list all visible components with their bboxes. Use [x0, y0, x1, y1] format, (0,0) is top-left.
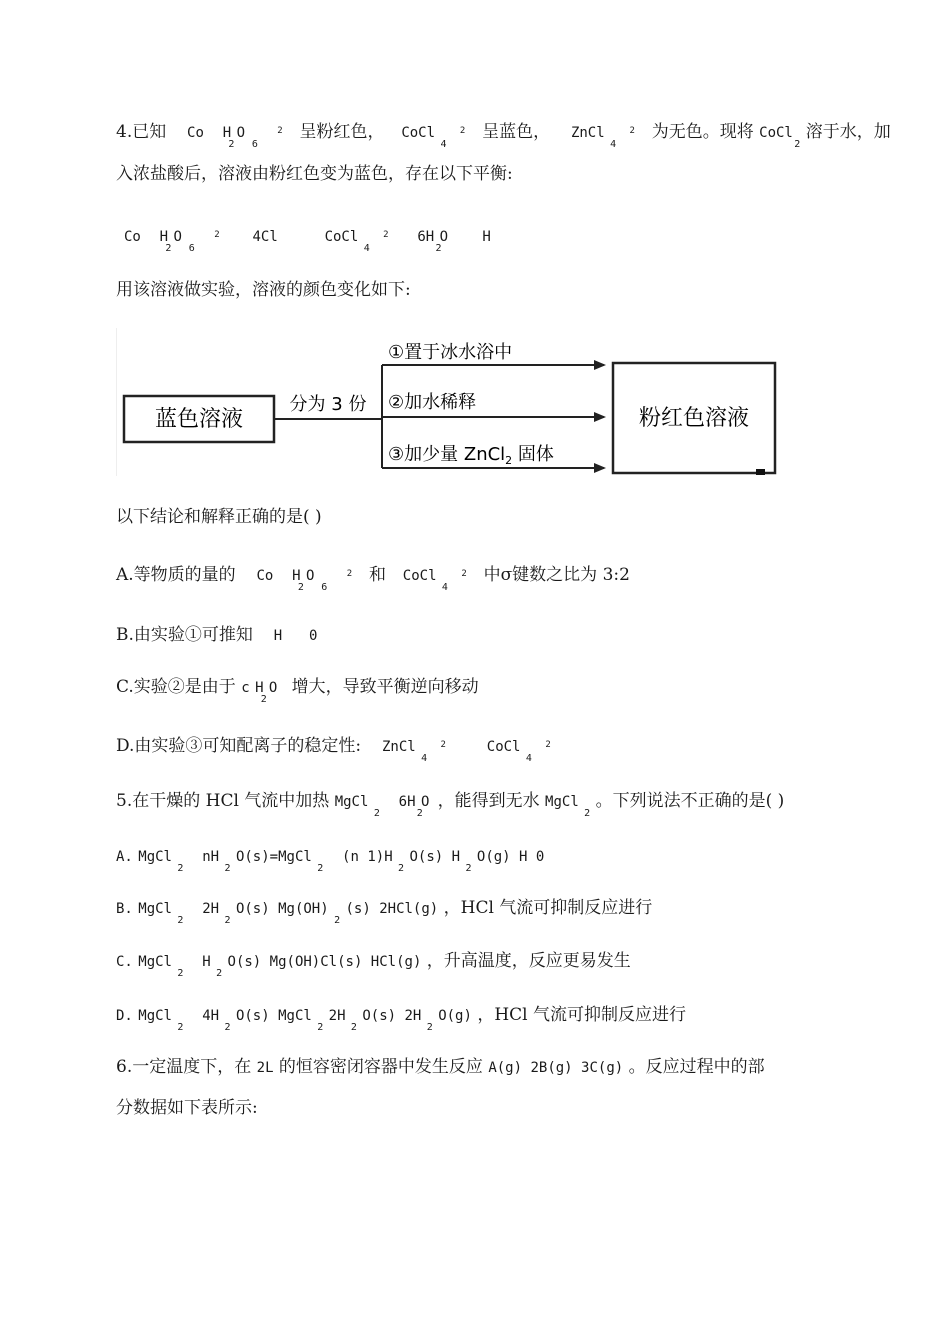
subscript: 4 — [421, 753, 428, 764]
text: 6.一定温度下，在 — [116, 1057, 252, 1077]
text: B.由实验①可推知 — [116, 625, 253, 645]
charge: 2 — [277, 126, 283, 136]
formula: MgCl — [334, 794, 369, 810]
subscript: 2 — [260, 694, 267, 705]
charge: 2 — [459, 126, 466, 136]
subscript: 4 — [440, 139, 447, 150]
path-3-end: 固体 — [512, 444, 554, 465]
formula: H — [202, 954, 211, 970]
formula: MgCl — [138, 901, 172, 917]
formula: 6H — [398, 794, 416, 810]
q6-line2 — [116, 1096, 258, 1120]
formula: MgCl — [138, 1008, 172, 1024]
formula: O(s) 2H — [362, 1008, 422, 1024]
subscript: 2 — [224, 1022, 231, 1033]
formula: O — [439, 229, 449, 245]
formula: O — [268, 680, 278, 696]
q5-option-c — [116, 949, 631, 979]
subscript: 2 — [350, 1022, 357, 1033]
subscript: 6 — [251, 139, 258, 150]
path-3-text: ③加少量 ZnCl — [388, 444, 506, 465]
formula: CoCl — [324, 229, 359, 245]
charge: 2 — [629, 126, 635, 136]
text: D.由实验③可知配离子的稳定性: — [116, 736, 362, 756]
q5-option-d — [116, 1003, 687, 1033]
subscript: 4 — [525, 753, 532, 764]
equilibrium-equation — [124, 224, 491, 254]
subscript: 6 — [321, 582, 328, 593]
text: 增大，导致平衡逆向移动 — [291, 677, 479, 697]
subscript: 2 — [398, 863, 405, 874]
text: 的恒容密闭容器中发生反应 — [278, 1057, 483, 1077]
formula: O — [236, 125, 245, 141]
q5-option-b — [116, 896, 653, 926]
subscript: 2 — [177, 968, 184, 979]
subscript: 2 — [177, 915, 184, 926]
q4-option-b — [116, 623, 317, 648]
subscript: 2 — [228, 139, 235, 150]
formula: O(s) Mg(OH) — [235, 901, 329, 917]
text: 溶于水，加 — [805, 122, 891, 142]
charge: 2 — [214, 230, 220, 240]
text: 用该溶液做实验，溶液的颜色变化如下: — [116, 280, 411, 300]
formula: H — [159, 229, 169, 245]
formula: ZnCl — [381, 739, 416, 755]
formula: MgCl — [138, 954, 172, 970]
text: 入浓盐酸后，溶液由粉红色变为蓝色，存在以下平衡: — [116, 164, 513, 184]
formula: 2H — [202, 901, 220, 917]
charge: 2 — [383, 230, 389, 240]
text: 5.在干燥的 HCl 气流中加热 — [116, 791, 330, 811]
text: 和 — [368, 565, 386, 585]
arrowhead-1 — [594, 360, 606, 370]
blue-solution-label: 蓝色溶液 — [154, 407, 244, 432]
text: 中σ键数之比为 3:2 — [483, 565, 630, 585]
subscript: 2 — [584, 808, 591, 819]
pink-solution-label: 粉红色溶液 — [638, 406, 750, 431]
formula: nH — [202, 849, 220, 865]
text: 呈蓝色， — [482, 122, 551, 142]
formula: 2H — [328, 1008, 346, 1024]
q4-option-a — [116, 563, 630, 593]
subscript: 2 — [794, 139, 801, 150]
q4-line1 — [116, 120, 891, 150]
subscript: 2 — [465, 863, 472, 874]
charge: 2 — [461, 569, 467, 579]
formula: CoCl — [759, 125, 793, 141]
subscript: 2 — [317, 1022, 324, 1033]
subscript: 4 — [610, 139, 617, 150]
arrowhead-3 — [594, 463, 606, 473]
formula: 2L — [256, 1060, 274, 1076]
corner-mark — [756, 469, 765, 475]
formula: Co — [256, 568, 274, 584]
color-change-diagram — [116, 328, 786, 478]
formula: ZnCl — [570, 125, 605, 141]
text: 呈粉红色， — [299, 122, 385, 142]
q4-option-d — [116, 734, 551, 764]
path-1-label: ①置于冰水浴中 — [388, 342, 513, 363]
formula: A(g) 2B(g) 3C(g) — [488, 1060, 624, 1076]
formula: H — [292, 568, 301, 584]
q5-stem — [116, 789, 785, 819]
formula: Co — [187, 125, 204, 141]
label: C. — [116, 954, 133, 970]
formula: Co — [124, 229, 141, 245]
formula: 4H — [202, 1008, 220, 1024]
q4-line3 — [116, 278, 411, 302]
charge: 2 — [545, 740, 551, 750]
subscript: 6 — [188, 243, 195, 254]
text: A.等物质的量的 — [116, 565, 236, 585]
split-label: 分为 3 份 — [289, 394, 367, 415]
subscript: 2 — [317, 863, 324, 874]
text: ，能得到无水 — [437, 791, 540, 811]
subscript: 2 — [216, 968, 223, 979]
text: ，HCl 气流可抑制反应进行 — [477, 1005, 687, 1025]
subscript: 2 — [426, 1022, 433, 1033]
formula: O(s) H — [409, 849, 461, 865]
formula: 6H — [417, 229, 435, 245]
text: 以下结论和解释正确的是( ) — [116, 507, 322, 527]
q6-line1 — [116, 1055, 765, 1080]
formula: MgCl — [138, 849, 172, 865]
formula: (s) 2HCl(g) — [345, 901, 439, 917]
text: 分数据如下表所示: — [116, 1098, 258, 1118]
subscript: 2 — [224, 915, 231, 926]
formula: H — [222, 125, 232, 141]
q4-option-c — [116, 675, 479, 705]
subscript: 4 — [363, 243, 370, 254]
path-3-label — [388, 444, 554, 467]
formula: 0 — [308, 628, 318, 644]
q4-question — [116, 505, 322, 529]
subscript: 2 — [297, 582, 304, 593]
formula: O(s) Mg(OH)Cl(s) HCl(g) — [227, 954, 422, 970]
formula: 4Cl — [252, 229, 278, 245]
subscript: 2 — [165, 243, 172, 254]
text: 。下列说法不正确的是( ) — [595, 791, 785, 811]
formula: O(s) MgCl — [235, 1008, 312, 1024]
text: ，HCl 气流可抑制反应进行 — [443, 898, 653, 918]
path-2-label: ②加水稀释 — [388, 392, 477, 413]
formula: MgCl — [545, 794, 579, 810]
subscript: 2 — [177, 1022, 184, 1033]
formula: H — [482, 229, 491, 245]
q5-option-a — [116, 844, 545, 874]
text: 。反应过程中的部 — [628, 1057, 765, 1077]
formula: H — [273, 628, 283, 644]
charge: 2 — [346, 569, 353, 579]
formula: O — [420, 794, 430, 810]
label: A. — [116, 849, 133, 865]
formula: (n 1)H — [342, 849, 393, 865]
text: ，升高温度，反应更易发生 — [426, 951, 631, 971]
subscript: 2 — [435, 243, 442, 254]
formula: CoCl — [402, 568, 437, 584]
formula: O(g) — [438, 1008, 472, 1024]
subscript: 2 — [416, 808, 423, 819]
label: D. — [116, 1008, 133, 1024]
formula: O(s)=MgCl — [235, 849, 312, 865]
subscript: 2 — [224, 863, 231, 874]
q4-line2 — [116, 162, 513, 186]
formula: O(g) H 0 — [476, 849, 545, 865]
formula: O — [173, 229, 182, 245]
subscript: 2 — [373, 808, 380, 819]
formula: O — [306, 568, 315, 584]
formula: c — [241, 680, 250, 696]
text: 4.已知 — [116, 122, 167, 142]
subscript: 4 — [441, 582, 448, 593]
text: 为无色。现将 — [651, 122, 754, 142]
arrowhead-2 — [594, 412, 606, 422]
text: C.实验②是由于 — [116, 677, 236, 697]
formula: CoCl — [401, 125, 436, 141]
charge: 2 — [440, 740, 446, 750]
label: B. — [116, 901, 133, 917]
subscript: 2 — [177, 863, 184, 874]
subscript: 2 — [334, 915, 341, 926]
path-3-subscript: 2 — [505, 454, 513, 467]
formula: H — [255, 680, 264, 696]
formula: CoCl — [486, 739, 521, 755]
